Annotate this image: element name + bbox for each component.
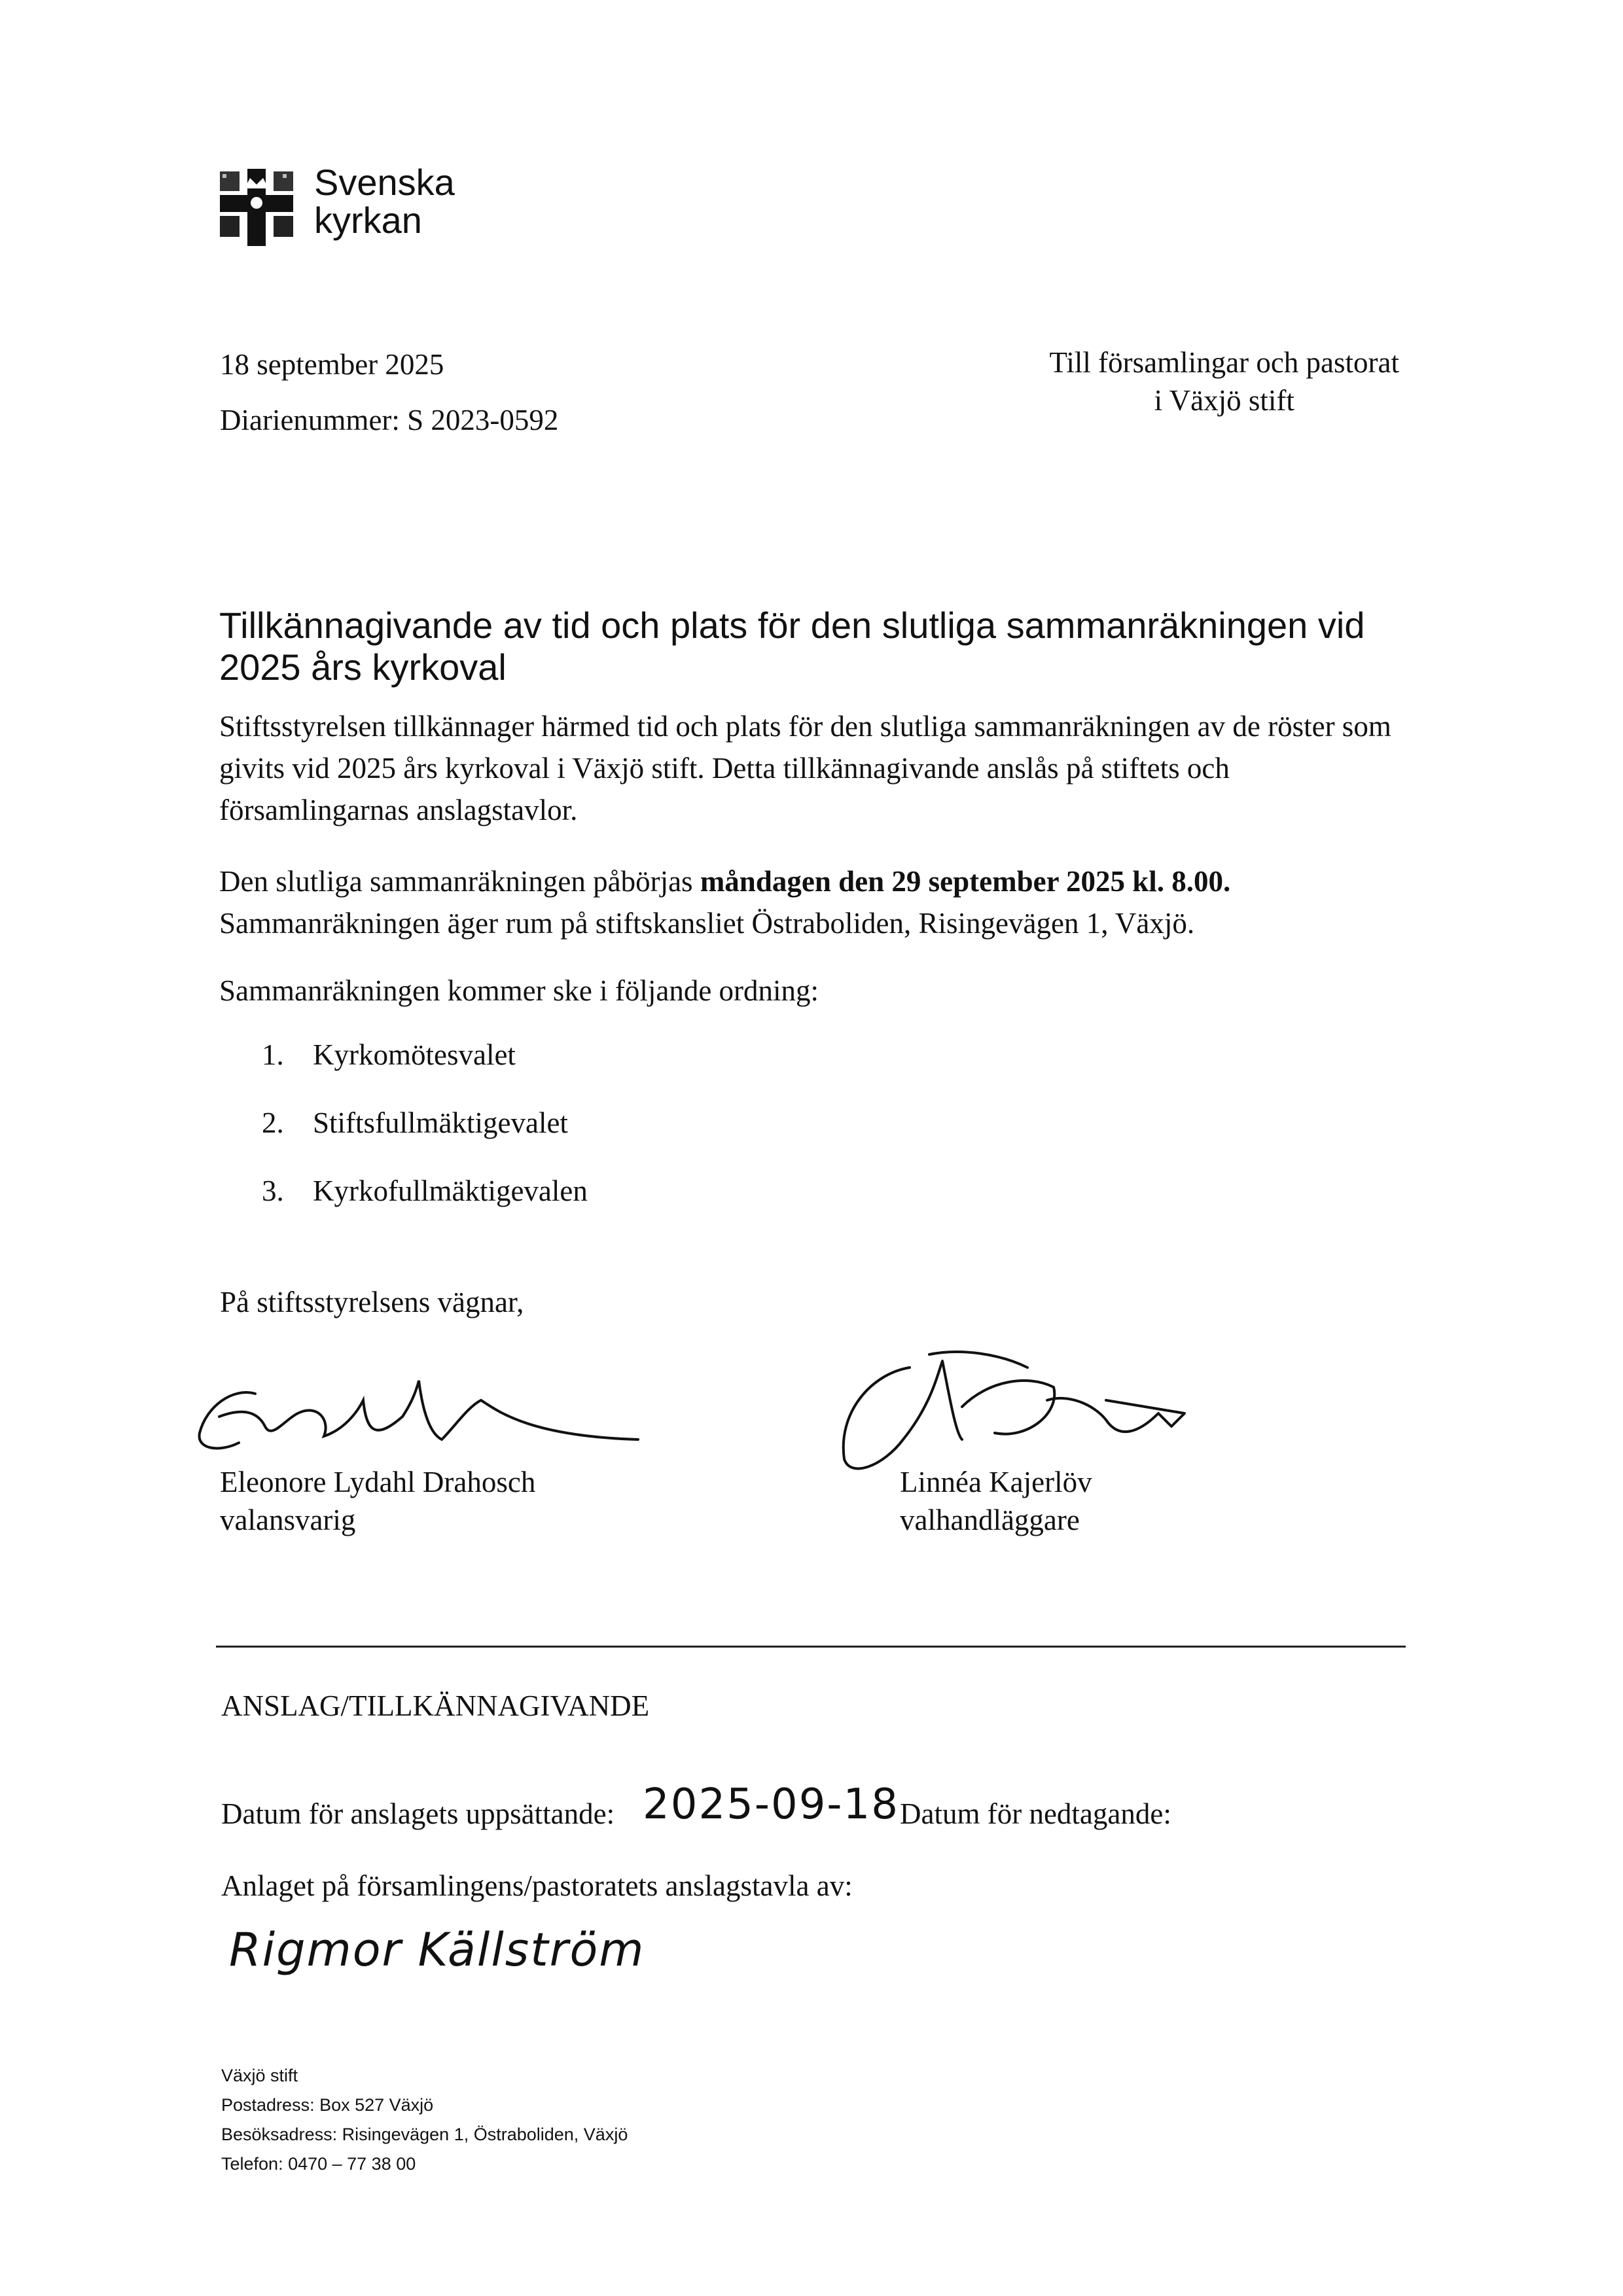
closing-line: På stiftsstyrelsens vägnar,: [220, 1286, 524, 1318]
recipient-line-2: i Växjö stift: [1154, 384, 1294, 417]
posted-date-label: Datum för anslagets uppsättande:: [221, 1797, 615, 1830]
section-divider: [216, 1646, 1406, 1648]
signatory-1-role: valansvarig: [220, 1504, 356, 1536]
letter-date: 18 september 2025: [220, 348, 444, 381]
signature-1-image: [193, 1354, 651, 1459]
footer-visit: Besöksadress: Risingevägen 1, Östraboliden, Växjö: [221, 2125, 628, 2144]
signatory-1-name: Eleonore Lydahl Drahosch: [220, 1466, 536, 1498]
footer-postal: Postadress: Box 527 Växjö: [221, 2095, 434, 2115]
removed-date-label: Datum för nedtagande:: [900, 1797, 1171, 1830]
logo-wordmark: [314, 164, 455, 239]
election-order-list: [262, 1034, 588, 1238]
church-logo-icon: [220, 169, 293, 246]
signatory-1: [220, 1463, 535, 1539]
list-item-number: 1.: [262, 1038, 284, 1071]
list-item: [262, 1102, 588, 1144]
list-item-label: Stiftsfullmäktigevalet: [313, 1106, 568, 1139]
list-item-number: 3.: [262, 1174, 284, 1207]
notice-heading: ANSLAG/TILLKÄNNAGIVANDE: [221, 1689, 650, 1722]
logo-line-1: Svenska: [314, 162, 455, 203]
list-item: [262, 1170, 588, 1212]
list-item-number: 2.: [262, 1106, 284, 1139]
signatory-2-role: valhandläggare: [900, 1504, 1080, 1536]
footer-org: Växjö stift: [221, 2066, 298, 2085]
logo-line-2: kyrkan: [314, 200, 422, 241]
recipient: [1049, 344, 1399, 419]
document-title: Tillkännagivande av tid och plats för den slutliga sammanräkningen vid 2025 års kyrkoval: [219, 605, 1365, 688]
footer-phone: Telefon: 0470 – 77 38 00: [221, 2154, 416, 2174]
start-paragraph: [219, 860, 1404, 944]
posted-by-label: Anlaget på församlingens/pastoratets anslagstavla av:: [221, 1869, 853, 1902]
signatory-2: [900, 1463, 1092, 1539]
posted-by-value: Rigmor Källström: [229, 1923, 645, 1977]
signatory-2-name: Linnéa Kajerlöv: [900, 1466, 1092, 1498]
order-intro: Sammanräkningen kommer ske i följande ordning:: [219, 974, 819, 1007]
posted-date-value: 2025-09-18: [643, 1780, 899, 1829]
list-item-label: Kyrkomötesvalet: [313, 1038, 516, 1071]
list-item-label: Kyrkofullmäktigevalen: [313, 1174, 588, 1207]
recipient-line-1: Till församlingar och pastorat: [1049, 346, 1399, 379]
diary-number: Diarienummer: S 2023-0592: [220, 404, 559, 436]
footer-address: [221, 2061, 628, 2179]
intro-paragraph: Stiftsstyrelsen tillkännager härmed tid och plats för den slutliga sammanräkningen av de röster som givits vid 2025 års kyrkoval i Växjö stift. Detta tillkännagivande anslås på stiftets och församlingarnas anslagstavlor.: [219, 710, 1391, 826]
start-prefix: Den slutliga sammanräkningen påbörjas: [219, 865, 700, 898]
list-item: [262, 1034, 588, 1076]
start-datetime: måndagen den 29 september 2025 kl. 8.00.: [700, 865, 1231, 898]
start-location: Sammanräkningen äger rum på stiftskansliet Östraboliden, Risingevägen 1, Växjö.: [219, 907, 1195, 940]
